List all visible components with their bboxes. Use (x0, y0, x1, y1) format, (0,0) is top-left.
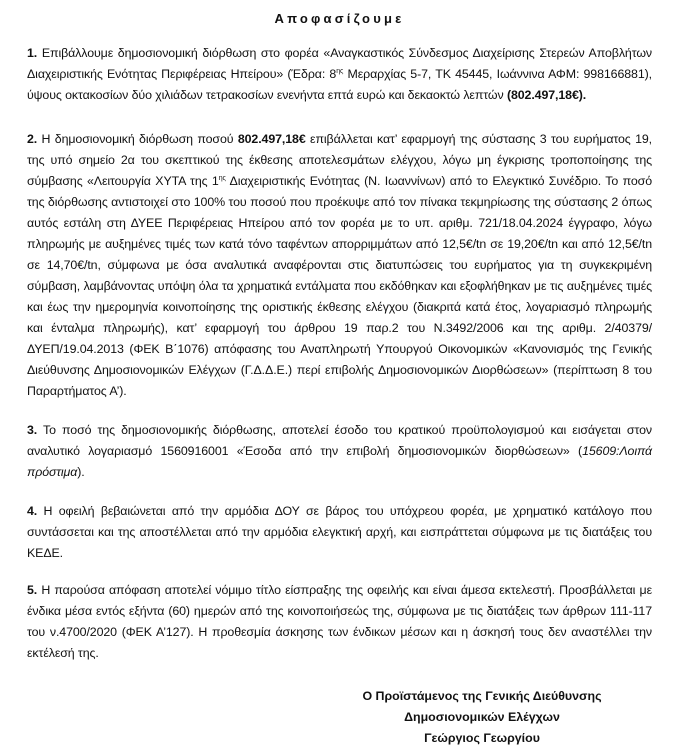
paragraph-number: 1. (27, 46, 38, 60)
text-segment: Μεραρχίας 5-7, ΤΚ 45445, Ιωάννινα ΑΦΜ: 998166881), ύψους οκτακοσίων δύο χιλιάδων τετρακοσίων ενενήντα επτά ευρώ και δεκαοκτώ λεπτών (27, 67, 652, 102)
paragraph-body (27, 132, 652, 398)
signatory-name: Γεώργιος Γεωργίου (424, 731, 540, 745)
signature-title-line-1: Ο Προϊστάμενος της Γενικής Διεύθυνσης (362, 689, 602, 703)
text-segment: Η δημοσιονομική διόρθωση ποσού (41, 132, 238, 146)
signature-block (327, 686, 637, 749)
text-segment: Η παρούσα απόφαση αποτελεί νόμιμο τίτλο είσπραξης της οφειλής και είναι άμεσα εκτελεστή. Προσβάλλεται με ένδικα μέσα εντός εξήντα (60) ημερών από της κοινοποιήσεώς της, σύμφωνα με τις διατάξεις των άρθρων 111-117 του ν.4700/2020 (ΦΕΚ Α’127). Η προθεσμία άσκησης των ένδικων μέσων και η άσκησή τους δεν αναστέλλει την εκτέλεσή της. (27, 583, 652, 660)
paragraph-2 (27, 129, 652, 402)
paragraph-number: 5. (27, 583, 38, 597)
paragraph-3 (27, 420, 652, 483)
bold-text: 802.497,18€ (237, 132, 306, 146)
paragraph-body (27, 46, 652, 102)
paragraph-body (27, 423, 652, 479)
bold-text: (802.497,18€). (506, 88, 587, 102)
signature-title-line-2: Δημοσιονομικών Ελέγχων (404, 710, 560, 724)
ordinal-superscript: ης (336, 68, 344, 75)
ordinal-superscript: ης (218, 175, 226, 182)
paragraph-number: 3. (27, 423, 38, 437)
paragraph-body (27, 583, 652, 660)
paragraph-number: 2. (27, 132, 38, 146)
text-segment: Επιβάλλουμε δημοσιονομική διόρθωση στο φορέα «Αναγκαστικός Σύνδεσμος Διαχείρισης Στερεών Αποβλήτων Διαχειριστικής Ενότητας Περιφέρειας Ηπείρου» (Έδρα: 8 (27, 46, 652, 81)
text-segment: Διαχειριστικής Ενότητας (Ν. Ιωαννίνων) από το Ελεγκτικό Συνέδριο. Το ποσό της διόρθωσης αντιστοιχεί στο 100% του ποσού που προέκυψε από τον πίνακα τεκμηρίωσης της σύστασης 2 όπως αυτός εστάλη στη ΔΥΕΕ Περιφέρειας Ηπείρου από τον φορέα με το υπ. αριθμ. 721/18.04.2024 έγγραφο, λόγω πληρωμής με αυξημένες τιμές των κατά τόνο ταφέντων απορριμμάτων από 12,5€/tn σε 19,20€/tn και από 12,5€/tn σε 14,70€/tn, σύμφωνα με όσα αναλυτικά αναφέρονται στις διατυπώσεις του ευρήματος για τη συγκεκριμένη σύμβαση, λαμβάνοντας υπόψη όλα τα χρηματικά εντάλματα που εκδόθηκαν και εξοφλήθηκαν με τις αυξημένες τιμές και έως την ημερομηνία κοινοποίησης της οριστικής έκθεσης ελέγχου (διακριτά κατά έτος, λογαριασμό πληρωμής και ένταλμα πληρωμής), κατ’ εφαρμογή του άρθρου 19 παρ.2 του Ν.3492/2006 και της αριθμ. 2/40379/ΔΥΕΠ/19.04.2013 (ΦΕΚ Β΄1076) απόφασης του Αναπληρωτή Υπουργού Οικονομικών «Κανονισμός της Γενικής Διεύθυνσης Δημοσιονομικών Ελέγχων (Γ.Δ.Δ.Ε.) περί επιβολής Δημοσιονομικών Διορθώσεων» (περίπτωση 8 του Παραρτήματος Α’). (27, 174, 652, 398)
paragraph-1 (27, 43, 652, 106)
italic-text: 15609:Λοιπά πρόστιμα (27, 444, 652, 479)
text-segment: Το ποσό της δημοσιονομικής διόρθωσης, αποτελεί έσοδο του κρατικού προϋπολογισμού και εισάγεται στον αναλυτικό λογαριασμό 1560916001 «Έσοδα από την επιβολή δημοσιονομικών διορθώσεων» ( (27, 423, 652, 458)
document-heading: Αποφασίζουμε (274, 11, 405, 26)
text-segment: Η οφειλή βεβαιώνεται από την αρμόδια ΔΟΥ σε βάρος του υπόχρεου φορέα, με χρηματικό κατάλογο που συντάσσεται και της αποστέλλεται από την αρμόδια ελεγκτική αρχή, και εισπράττεται σύμφωνα με τις διατάξεις του ΚΕΔΕ. (27, 504, 653, 560)
text-segment: ). (77, 465, 85, 479)
paragraph-5 (27, 580, 652, 664)
paragraph-number: 4. (27, 504, 38, 518)
text-segment: επιβάλλεται κατ’ εφαρμογή της σύστασης 3 του ευρήματος 19, της υπό σημείο 2α του σκεπτικού της έκθεσης αποτελεσμάτων ελέγχου, λόγω μη έγκρισης τροποποίησης της σύμβασης «Λειτουργία ΧΥΤΑ της 1 (27, 132, 652, 188)
paragraph-body (27, 504, 652, 560)
paragraph-4 (27, 501, 652, 564)
